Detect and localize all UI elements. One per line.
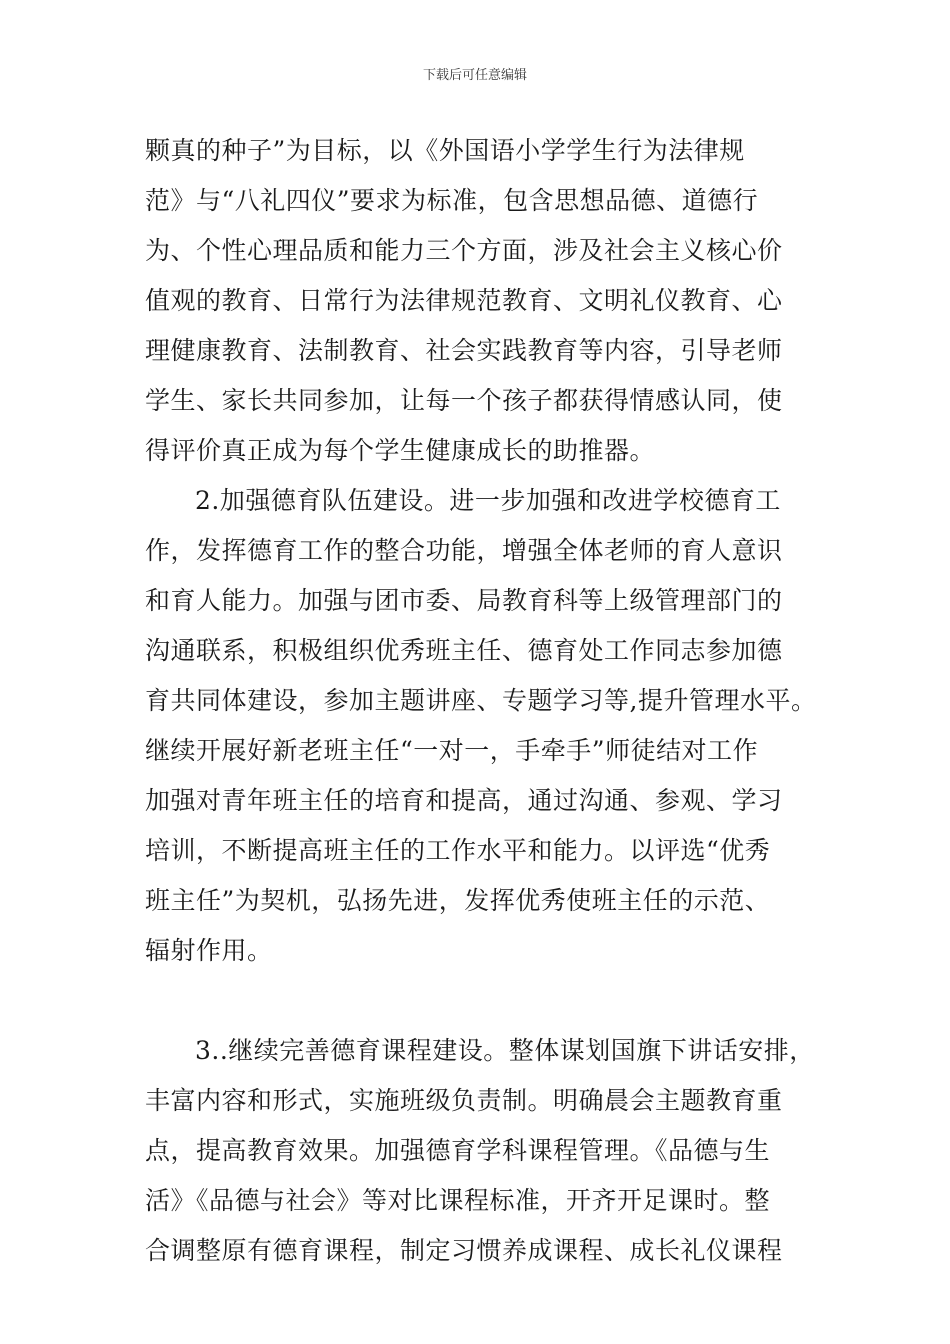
paragraph-line: 颗真的种子”为目标，以《外国语小学学生行为法律规 (145, 136, 745, 165)
paragraph-line: 值观的教育、日常行为法律规范教育、文明礼仪教育、心 (145, 286, 783, 315)
paragraph-line: 培训，不断提高班主任的工作水平和能力。以评选“优秀 (145, 836, 771, 865)
paragraph-line: 丰富内容和形式，实施班级负责制。明确晨会主题教育重 (145, 1086, 783, 1115)
paragraph-line: 3..继续完善德育课程建设。整体谋划国旗下讲话安排， (195, 1036, 815, 1065)
paragraph-line: 加强对青年班主任的培育和提高，通过沟通、参观、学习 (145, 786, 783, 815)
paragraph-line: 点，提高教育效果。加强德育学科课程管理。《品德与生 (145, 1136, 771, 1165)
paragraph-line: 辐射作用。 (145, 936, 273, 965)
page-header: 下载后可任意编辑 (422, 68, 527, 83)
paragraph-line: 作，发挥德育工作的整合功能，增强全体老师的育人意识 (145, 536, 783, 565)
paragraph-line: 学生、家长共同参加，让每一个孩子都获得情感认同，使 (145, 386, 783, 415)
document-body (145, 126, 825, 1276)
paragraph-1 (145, 126, 825, 476)
paragraph-line: 育共同体建设，参加主题讲座、专题学习等,提升管理水平。 (145, 686, 817, 715)
paragraph-line: 2.加强德育队伍建设。进一步加强和改进学校德育工 (195, 486, 781, 515)
paragraph-line: 和育人能力。加强与团市委、局教育科等上级管理部门的 (145, 586, 783, 615)
paragraph-line: 活》《品德与社会》等对比课程标准，开齐开足课时。整 (145, 1186, 771, 1215)
paragraph-3 (145, 1026, 825, 1276)
paragraph-line: 为、个性心理品质和能力三个方面，涉及社会主义核心价 (145, 236, 783, 265)
paragraph-line: 理健康教育、法制教育、社会实践教育等内容，引导老师 (145, 336, 783, 365)
paragraph-line: 范》与“八礼四仪”要求为标准，包含思想品德、道德行 (145, 186, 759, 215)
paragraph-line (145, 976, 825, 1026)
paragraph-line: 沟通联系，积极组织优秀班主任、德育处工作同志参加德 (145, 636, 783, 665)
paragraph-2 (145, 476, 825, 1026)
paragraph-line: 班主任”为契机，弘扬先进，发挥优秀使班主任的示范、 (145, 886, 771, 915)
paragraph-line: 合调整原有德育课程，制定习惯养成课程、成长礼仪课程 (145, 1236, 783, 1265)
paragraph-line: 得评价真正成为每个学生健康成长的助推器。 (145, 436, 656, 465)
paragraph-line: 继续开展好新老班主任“一对一，手牵手”师徒结对工作 (145, 736, 759, 765)
